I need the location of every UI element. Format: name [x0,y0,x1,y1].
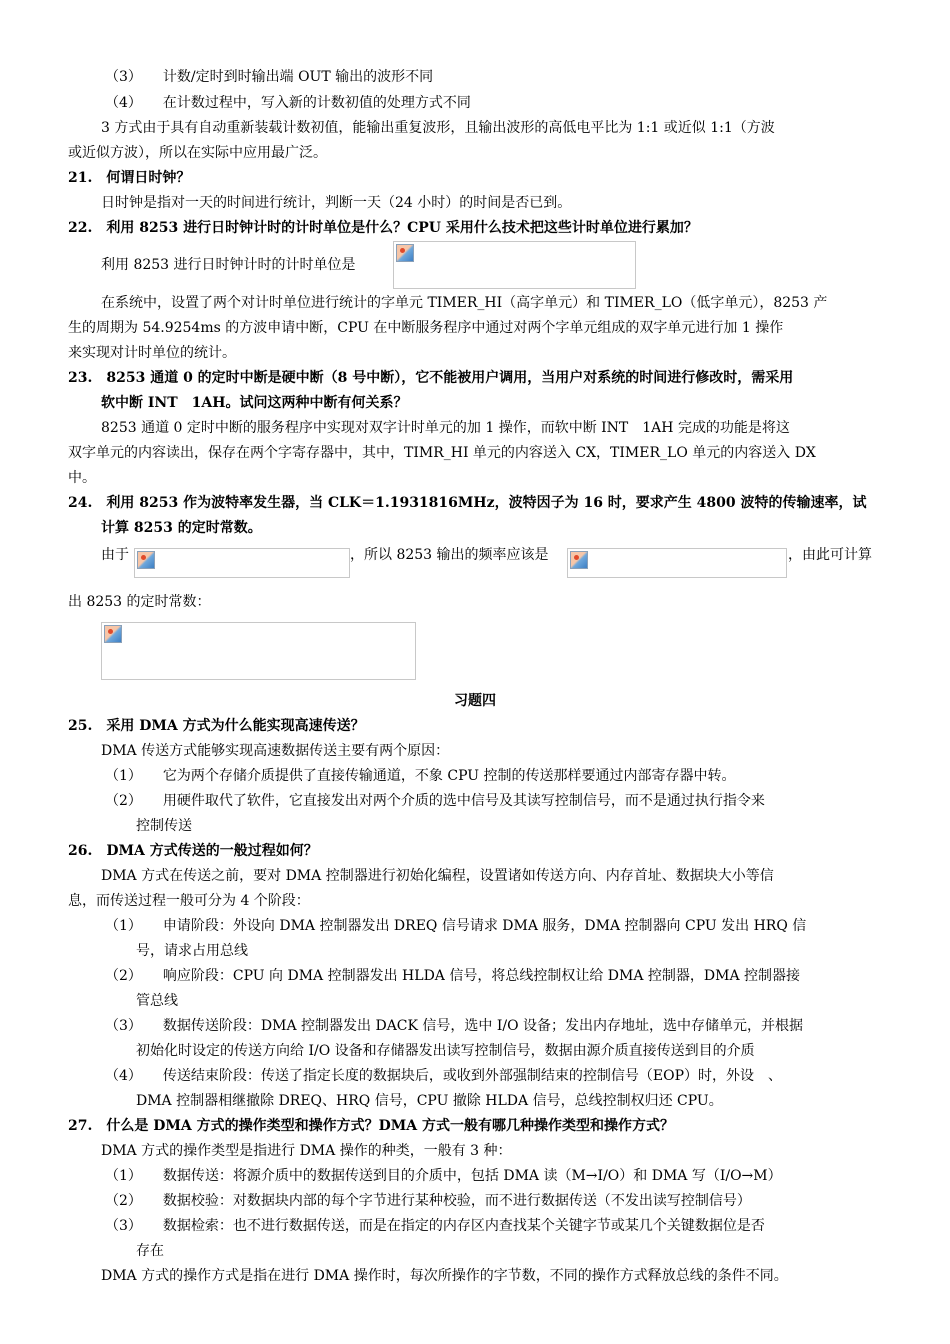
paragraph-line: 出 8253 的定时常数： [68,594,211,610]
paragraph-line: （1） 数据传送：将源介质中的数据传送到目的介质中，包括 DMA 读（M→I/O）和 DMA 写（I/O→M） [105,1168,782,1184]
question-line: 计算 8253 的定时常数。 [101,520,262,536]
paragraph-line: DMA 方式的操作方式是指在进行 DMA 操作时，每次所操作的字节数，不同的操作方式释放总线的条件不同。 [101,1268,788,1284]
paragraph-line: 号，请求占用总线 [136,943,248,959]
paragraph-line: DMA 方式在传送之前，要对 DMA 控制器进行初始化编程，设置诸如传送方向、内存首址、数据块大小等信 [101,868,774,884]
broken-image-icon [570,551,588,569]
question-line: 21. 何谓日时钟？ [68,170,191,186]
paragraph-line: 来实现对计时单位的统计。 [68,345,236,361]
broken-image-icon [137,551,155,569]
q24-prefix: 由于 [101,547,129,563]
paragraph-line: DMA 控制器相继撤除 DREQ、HRQ 信号，CPU 撤除 HLDA 信号，总线控制权归还 CPU。 [136,1093,723,1109]
paragraph-line: 中。 [68,470,96,486]
paragraph-line: （1） 申请阶段：外设向 DMA 控制器发出 DREQ 信号请求 DMA 服务，DMA 控制器向 CPU 发出 HRQ 信 [105,918,807,934]
paragraph-line: （3） 数据检索：也不进行数据传送，而是在指定的内存区内查找某个关键字节或某几个关键数据位是否 [105,1218,765,1234]
q24-suffix-text [788,543,888,568]
paragraph-line: 初始化时设定的传送方向给 I/O 设备和存储器发出读写控制信号，数据由源介质直接传送到目的介质 [136,1043,755,1059]
question-line: 24. 利用 8253 作为波特率发生器，当 CLK＝1.1931816MHz，波特因子为 16 时，要求产生 4800 波特的传输速率，试 [68,495,867,511]
broken-image-icon [104,625,122,643]
formula-image-timing-unit [393,241,636,289]
paragraph-line: 生的周期为 54.9254ms 的方波申请中断，CPU 在中断服务程序中通过对两个字单元组成的双字单元进行加 1 操作 [68,320,784,336]
formula-image-baud-relation [134,548,350,578]
paragraph-line: 控制传送 [136,818,192,834]
paragraph-line: （2） 数据校验：对数据块内部的每个字节进行某种校验，而不进行数据传送（不发出读写控制信号） [105,1193,751,1209]
paragraph-line: 利用 8253 进行日时钟计时的计时单位是 [101,257,356,273]
paragraph-line: 双字单元的内容读出，保存在两个字寄存器中，其中，TIMR_HI 单元的内容送入 CX，TIMER_LO 单元的内容送入 DX [68,445,816,461]
q24-suffix: ，由此可计算 [788,547,872,563]
paragraph-line: （2） 用硬件取代了软件，它直接发出对两个介质的选中信号及其读写控制信号，而不是通过执行指令来 [105,793,765,809]
question-line: 26. DMA 方式传送的一般过程如何？ [68,843,318,859]
paragraph-line: 3 方式由于具有自动重新装载计数初值，能输出重复波形，且输出波形的高低电平比为 1:1 或近似 1:1（方波 [101,120,775,136]
formula-image-output-frequency [567,548,787,578]
question-line: 27. 什么是 DMA 方式的操作类型和操作方式？DMA 方式一般有哪几种操作类型和操作方式？ [68,1118,674,1134]
broken-image-icon [396,244,414,262]
q24-middle-text [350,543,570,568]
paragraph-line: DMA 传送方式能够实现高速数据传送主要有两个原因： [101,743,450,759]
paragraph-line: DMA 方式的操作类型是指进行 DMA 操作的种类，一般有 3 种： [101,1143,512,1159]
q24-middle: ，所以 8253 输出的频率应该是 [350,547,549,563]
section-heading: 习题四 [454,693,496,709]
question-line: 23. 8253 通道 0 的定时中断是硬中断（8 号中断），它不能被用户调用，当用户对系统的时间进行修改时，需采用 [68,370,794,386]
paragraph-line: （2） 响应阶段：CPU 向 DMA 控制器发出 HLDA 信号，将总线控制权让给 DMA 控制器，DMA 控制器接 [105,968,801,984]
question-line: 22. 利用 8253 进行日时钟计时的计时单位是什么？CPU 采用什么技术把这些计时单位进行累加？ [68,220,698,236]
paragraph-line: 或近似方波），所以在实际中应用最广泛。 [68,145,327,161]
question-line: 软中断 INT 1AH。试问这两种中断有何关系？ [101,395,408,411]
paragraph-line: （3） 计数/定时到时输出端 OUT 输出的波形不同 [105,69,434,85]
paragraph-line: （3） 数据传送阶段：DMA 控制器发出 DACK 信号，选中 I/O 设备；发出内存地址，选中存储单元，并根据 [105,1018,804,1034]
paragraph-line: （1） 它为两个存储介质提供了直接传输通道，不象 CPU 控制的传送那样要通过内部寄存器中转。 [105,768,736,784]
paragraph-line: （4） 传送结束阶段：传送了指定长度的数据块后，或收到外部强制结束的控制信号（EOP）时，外设 、 [105,1068,783,1084]
paragraph-line: 在系统中，设置了两个对计时单位进行统计的字单元 TIMER_HI（高字单元）和 TIMER_LO（低字单元），8253 产 [101,295,828,311]
paragraph-line: 管总线 [136,993,178,1009]
paragraph-line: 存在 [136,1243,164,1259]
paragraph-line: （4） 在计数过程中，写入新的计数初值的处理方式不同 [105,95,471,111]
question-line: 25. 采用 DMA 方式为什么能实现高速传送？ [68,718,365,734]
paragraph-line: 息，而传送过程一般可分为 4 个阶段： [68,893,310,909]
paragraph-line: 日时钟是指对一天的时间进行统计，判断一天（24 小时）的时间是否已到。 [101,195,572,211]
formula-image-timer-constant [101,622,416,680]
paragraph-line: 8253 通道 0 定时中断的服务程序中实现对双字计时单元的加 1 操作，而软中断 INT 1AH 完成的功能是将这 [101,420,790,436]
